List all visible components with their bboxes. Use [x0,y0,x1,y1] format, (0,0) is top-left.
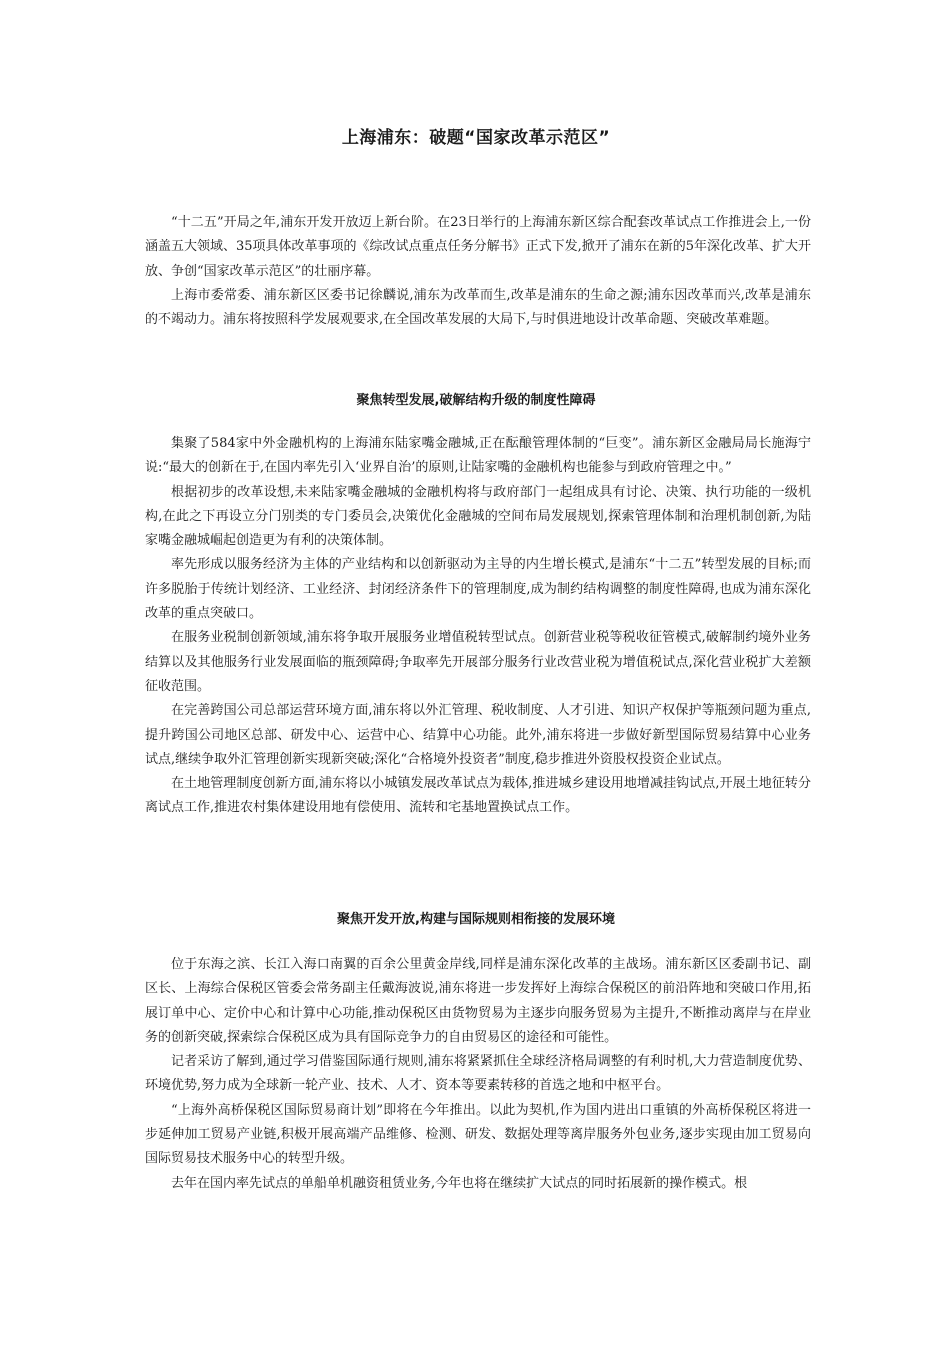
intro-block [145,211,811,332]
paragraph: 位于东海之滨、长江入海口南翼的百余公里黄金岸线,同样是浦东深化改革的主战场。浦东新区区委副书记、副区长、上海综合保税区管委会常务副主任戴海波说,浦东将进一步发挥好上海综合保税区的前沿阵地和突破口作用,拓展订单中心、定价中心和计算中心功能,推动保税区由货物贸易为主逐步向服务贸易为主提升,不断推动离岸与在岸业务的创新突破,探索综合保税区成为具有国际竞争力的自由贸易区的途径和可能性。 [145,957,811,1045]
section-heading: 聚焦开发开放,构建与国际规则相衔接的发展环境 [337,912,615,927]
section-heading: 聚焦转型发展,破解结构升级的制度性障碍 [356,393,596,408]
paragraph: “上海外高桥保税区国际贸易商计划”即将在今年推出。以此为契机,作为国内进出口重镇的外高桥保税区将进一步延伸加工贸易产业链,积极开展高端产品维修、检测、研发、数据处理等离岸服务外包业务,逐步实现由加工贸易向国际贸易技术服务中心的转型升级。 [145,1102,811,1167]
paragraph: 上海市委常委、浦东新区区委书记徐麟说,浦东为改革而生,改革是浦东的生命之源;浦东因改革而兴,改革是浦东的不竭动力。浦东将按照科学发展观要求,在全国改革发展的大局下,与时俱进地设计改革命题、突破改革难题。 [145,287,811,328]
paragraph: “十二五”开局之年,浦东开发开放迈上新台阶。在23日举行的上海浦东新区综合配套改革试点工作推进会上,一份涵盖五大领域、35项具体改革事项的《综改试点重点任务分解书》正式下发,掀开了浦东在新的5年深化改革、扩大开放、争创“国家改革示范区”的壮丽序幕。 [145,215,811,279]
paragraph: 在土地管理制度创新方面,浦东将以小城镇发展改革试点为载体,推进城乡建设用地增减挂钩试点,开展土地征转分离试点工作,推进农村集体建设用地有偿使用、流转和宅基地置换试点工作。 [145,776,811,816]
section1-block [145,432,811,821]
page-title: 上海浦东：破题“国家改革示范区” [341,128,611,148]
section2-block [145,953,811,1196]
paragraph: 根据初步的改革设想,未来陆家嘴金融城的金融机构将与政府部门一起组成具有讨论、决策、执行功能的一级机构,在此之下再设立分门别类的专门委员会,决策优化金融城的空间布局发展规划,探索管理体制和治理机制创新,为陆家嘴金融城崛起创造更为有利的决策体制。 [145,484,811,549]
paragraph: 去年在国内率先试点的单船单机融资租赁业务,今年也将在继续扩大试点的同时拓展新的操作模式。根 [171,1175,748,1191]
paragraph: 在服务业税制创新领域,浦东将争取开展服务业增值税转型试点。创新营业税等税收征管模式,破解制约境外业务结算以及其他服务行业发展面临的瓶颈障碍;争取率先开展部分服务行业改营业税为增值税试点,深化营业税扩大差额征收范围。 [145,630,811,694]
paragraph: 记者采访了解到,通过学习借鉴国际通行规则,浦东将紧紧抓住全球经济格局调整的有利时机,大力营造制度优势、环境优势,努力成为全球新一轮产业、技术、人才、资本等要素转移的首选之地和中枢平台。 [145,1054,811,1094]
paragraph: 在完善跨国公司总部运营环境方面,浦东将以外汇管理、税收制度、人才引进、知识产权保护等瓶颈问题为重点,提升跨国公司地区总部、研发中心、运营中心、结算中心功能。此外,浦东将进一步做好新型国际贸易结算中心业务试点,继续争取外汇管理创新实现新突破;深化“合格境外投资者”制度,稳步推进外资股权投资企业试点。 [145,703,811,767]
paragraph: 率先形成以服务经济为主体的产业结构和以创新驱动为主导的内生增长模式,是浦东“十二五”转型发展的目标;而许多脱胎于传统计划经济、工业经济、封闭经济条件下的管理制度,成为制约结构调整的制度性障碍,也成为浦东深化改革的重点突破口。 [145,557,811,622]
paragraph: 集聚了584家中外金融机构的上海浦东陆家嘴金融城,正在酝酿管理体制的“巨变”。浦东新区金融局局长施海宁说:“最大的创新在于,在国内率先引入‘业界自治’的原则,让陆家嘴的金融机构也能参与到政府管理之中。” [145,436,811,476]
